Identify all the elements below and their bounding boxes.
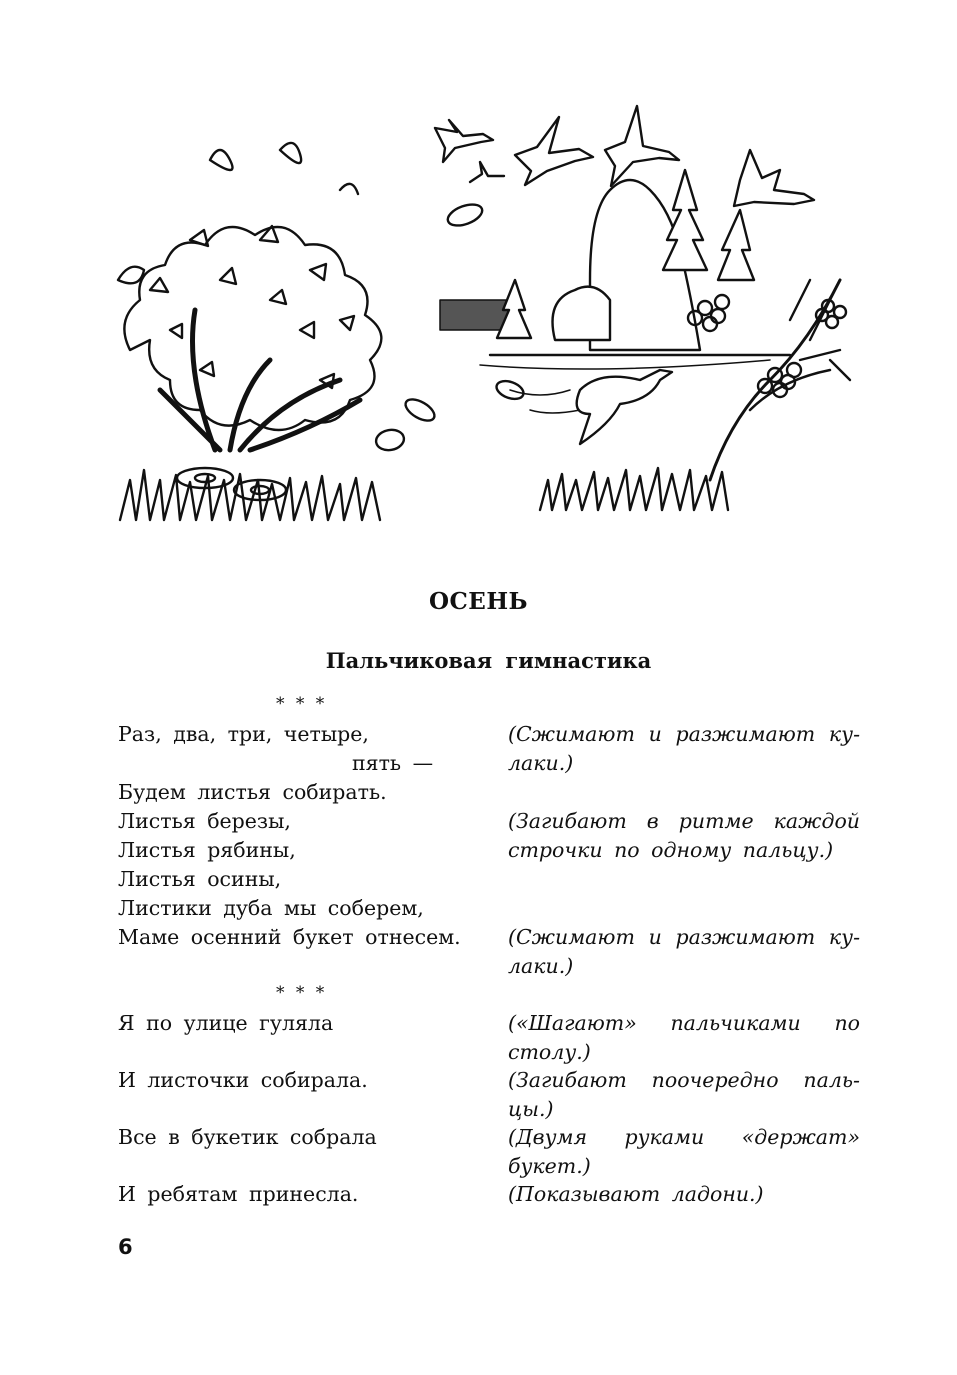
duck	[577, 370, 672, 444]
instruction-line: букет.)	[508, 1154, 591, 1178]
poem-line: Листья рябины,	[118, 838, 296, 862]
instruction-line: лаки.)	[508, 751, 574, 775]
rowan-branch	[688, 280, 850, 480]
grass	[120, 468, 728, 520]
instruction-line: (Сжимают и разжимают ку-	[508, 722, 860, 746]
poem-line: Листики дуба мы соберем,	[118, 896, 424, 920]
separator: * * *	[276, 694, 328, 714]
poem-line: И листочки собирала.	[118, 1068, 368, 1092]
instruction-line: лаки.)	[508, 954, 574, 978]
poem-line: Раз, два, три, четыре,	[118, 722, 369, 746]
bush	[118, 143, 526, 452]
page-number: 6	[118, 1235, 133, 1259]
subtitle: Пальчиковая гимнастика	[325, 648, 652, 673]
separator: * * *	[276, 983, 328, 1003]
instruction-line: столу.)	[508, 1040, 591, 1064]
poem-line: Будем листья собирать.	[118, 780, 387, 804]
instruction-line: («Шагают» пальчиками по	[508, 1011, 860, 1035]
autumn-landscape-illustration	[110, 90, 855, 530]
instruction-line: (Загибают в ритме каждой	[508, 809, 860, 833]
instruction-line: (Сжимают и разжимают ку-	[508, 925, 860, 949]
poem-line: Я по улице гуляла	[118, 1011, 334, 1035]
poem-line: И ребятам принесла.	[118, 1182, 359, 1206]
instruction-line: (Показывают ладони.)	[508, 1182, 764, 1206]
poem-line: Маме осенний букет отнесем.	[118, 925, 461, 949]
instruction-line: (Загибают поочередно паль-	[508, 1068, 860, 1092]
poem-line: Листья осины,	[118, 867, 282, 891]
poem-line: Все в букетик собрала	[118, 1125, 377, 1149]
instruction-line: строчки по одному пальцу.)	[508, 838, 834, 862]
section-title: ОСЕНЬ	[428, 588, 529, 615]
instruction-line: цы.)	[508, 1097, 554, 1121]
poem-line: Листья березы,	[118, 809, 291, 833]
instruction-line: (Двумя руками «держат»	[508, 1125, 860, 1149]
poem-line: пять —	[352, 751, 434, 775]
